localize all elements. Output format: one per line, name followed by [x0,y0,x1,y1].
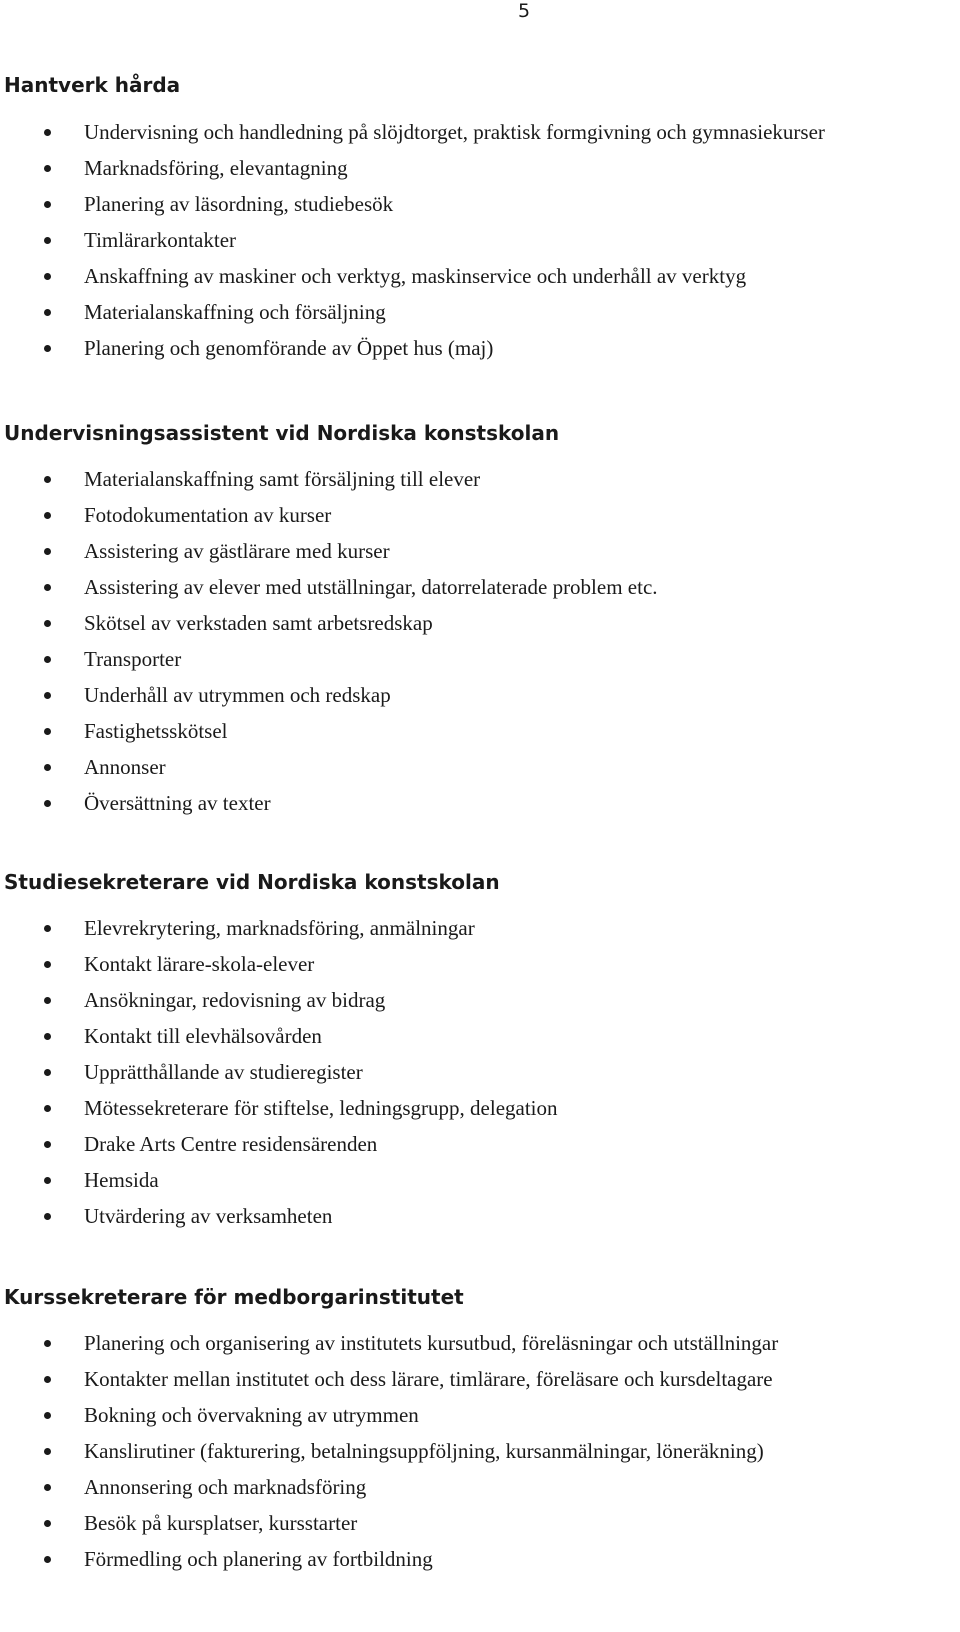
bullet-icon [44,728,51,735]
list-item-text: Kanslirutiner (fakturering, betalningsuppföljning, kursanmälningar, löneräkning) [84,1438,764,1463]
bullet-icon [44,1520,51,1527]
bullet-icon [44,620,51,627]
bullet-icon [44,129,51,136]
bullet-icon [44,1376,51,1383]
list-item-text: Kontakter mellan institutet och dess lärare, timlärare, föreläsare och kursdeltagare [84,1366,773,1391]
list-item-text: Assistering av elever med utställningar, datorrelaterade problem etc. [84,574,658,599]
bullet-icon [44,165,51,172]
bullet-icon [44,997,51,1004]
list-item-text: Skötsel av verkstaden samt arbetsredskap [84,610,433,635]
bullet-icon [44,548,51,555]
bullet-icon [44,1484,51,1491]
bullet-icon [44,764,51,771]
section-heading: Hantverk hårda [4,73,181,97]
list-item-text: Besök på kursplatser, kursstarter [84,1510,358,1535]
bullet-icon [44,237,51,244]
list-item-text: Ansökningar, redovisning av bidrag [84,987,386,1012]
bullet-icon [44,1177,51,1184]
list-item-text: Planering och genomförande av Öppet hus (maj) [84,335,494,360]
bullet-icon [44,512,51,519]
bullet-icon [44,201,51,208]
list-item-text: Hemsida [84,1167,159,1192]
bullet-icon [44,1141,51,1148]
bullet-icon [44,309,51,316]
section-heading: Undervisningsassistent vid Nordiska konstskolan [4,421,560,445]
list-item-text: Mötessekreterare för stiftelse, ledningsgrupp, delegation [84,1095,558,1120]
list-item-text: Fotodokumentation av kurser [84,502,332,527]
bullet-icon [44,1556,51,1563]
bullet-icon [44,273,51,280]
list-item-text: Översättning av texter [84,790,271,815]
bullet-icon [44,656,51,663]
list-item-text: Annonsering och marknadsföring [84,1474,367,1499]
list-item-text: Assistering av gästlärare med kurser [84,538,390,563]
list-item-text: Kontakt lärare-skola-elever [84,951,315,976]
section-heading: Kurssekreterare för medborgarinstitutet [4,1285,464,1309]
list-item-text: Anskaffning av maskiner och verktyg, maskinservice och underhåll av verktyg [84,263,747,288]
bullet-icon [44,1448,51,1455]
bullet-icon [44,925,51,932]
list-item-text: Förmedling och planering av fortbildning [84,1546,433,1571]
bullet-icon [44,476,51,483]
list-item-text: Transporter [84,646,182,671]
list-item-text: Marknadsföring, elevantagning [84,155,348,180]
list-item-text: Fastighetsskötsel [84,718,228,743]
page-number: 5 [518,0,531,22]
bullet-icon [44,961,51,968]
bullet-icon [44,1033,51,1040]
bullet-icon [44,1213,51,1220]
bullet-icon [44,345,51,352]
list-item-text: Underhåll av utrymmen och redskap [84,682,391,707]
list-item-text: Bokning och övervakning av utrymmen [84,1402,419,1427]
list-item-text: Materialanskaffning och försäljning [84,299,386,324]
list-item-text: Elevrekrytering, marknadsföring, anmälningar [84,915,475,940]
bullet-icon [44,692,51,699]
list-item-text: Planering och organisering av institutets kursutbud, föreläsningar och utställningar [84,1330,779,1355]
list-item-text: Undervisning och handledning på slöjdtorget, praktisk formgivning och gymnasiekurser [84,119,825,144]
bullet-icon [44,584,51,591]
list-item-text: Utvärdering av verksamheten [84,1203,333,1228]
list-item-text: Planering av läsordning, studiebesök [84,191,394,216]
list-item-text: Upprätthållande av studieregister [84,1059,363,1084]
list-item-text: Annonser [84,754,166,779]
bullet-icon [44,1105,51,1112]
bullet-icon [44,1412,51,1419]
list-item-text: Drake Arts Centre residensärenden [84,1131,378,1156]
list-item-text: Timlärarkontakter [84,227,237,252]
section-heading: Studiesekreterare vid Nordiska konstskolan [4,870,500,894]
bullet-icon [44,1340,51,1347]
list-item-text: Kontakt till elevhälsovården [84,1023,322,1048]
bullet-icon [44,1069,51,1076]
list-item-text: Materialanskaffning samt försäljning till elever [84,466,481,491]
bullet-icon [44,800,51,807]
